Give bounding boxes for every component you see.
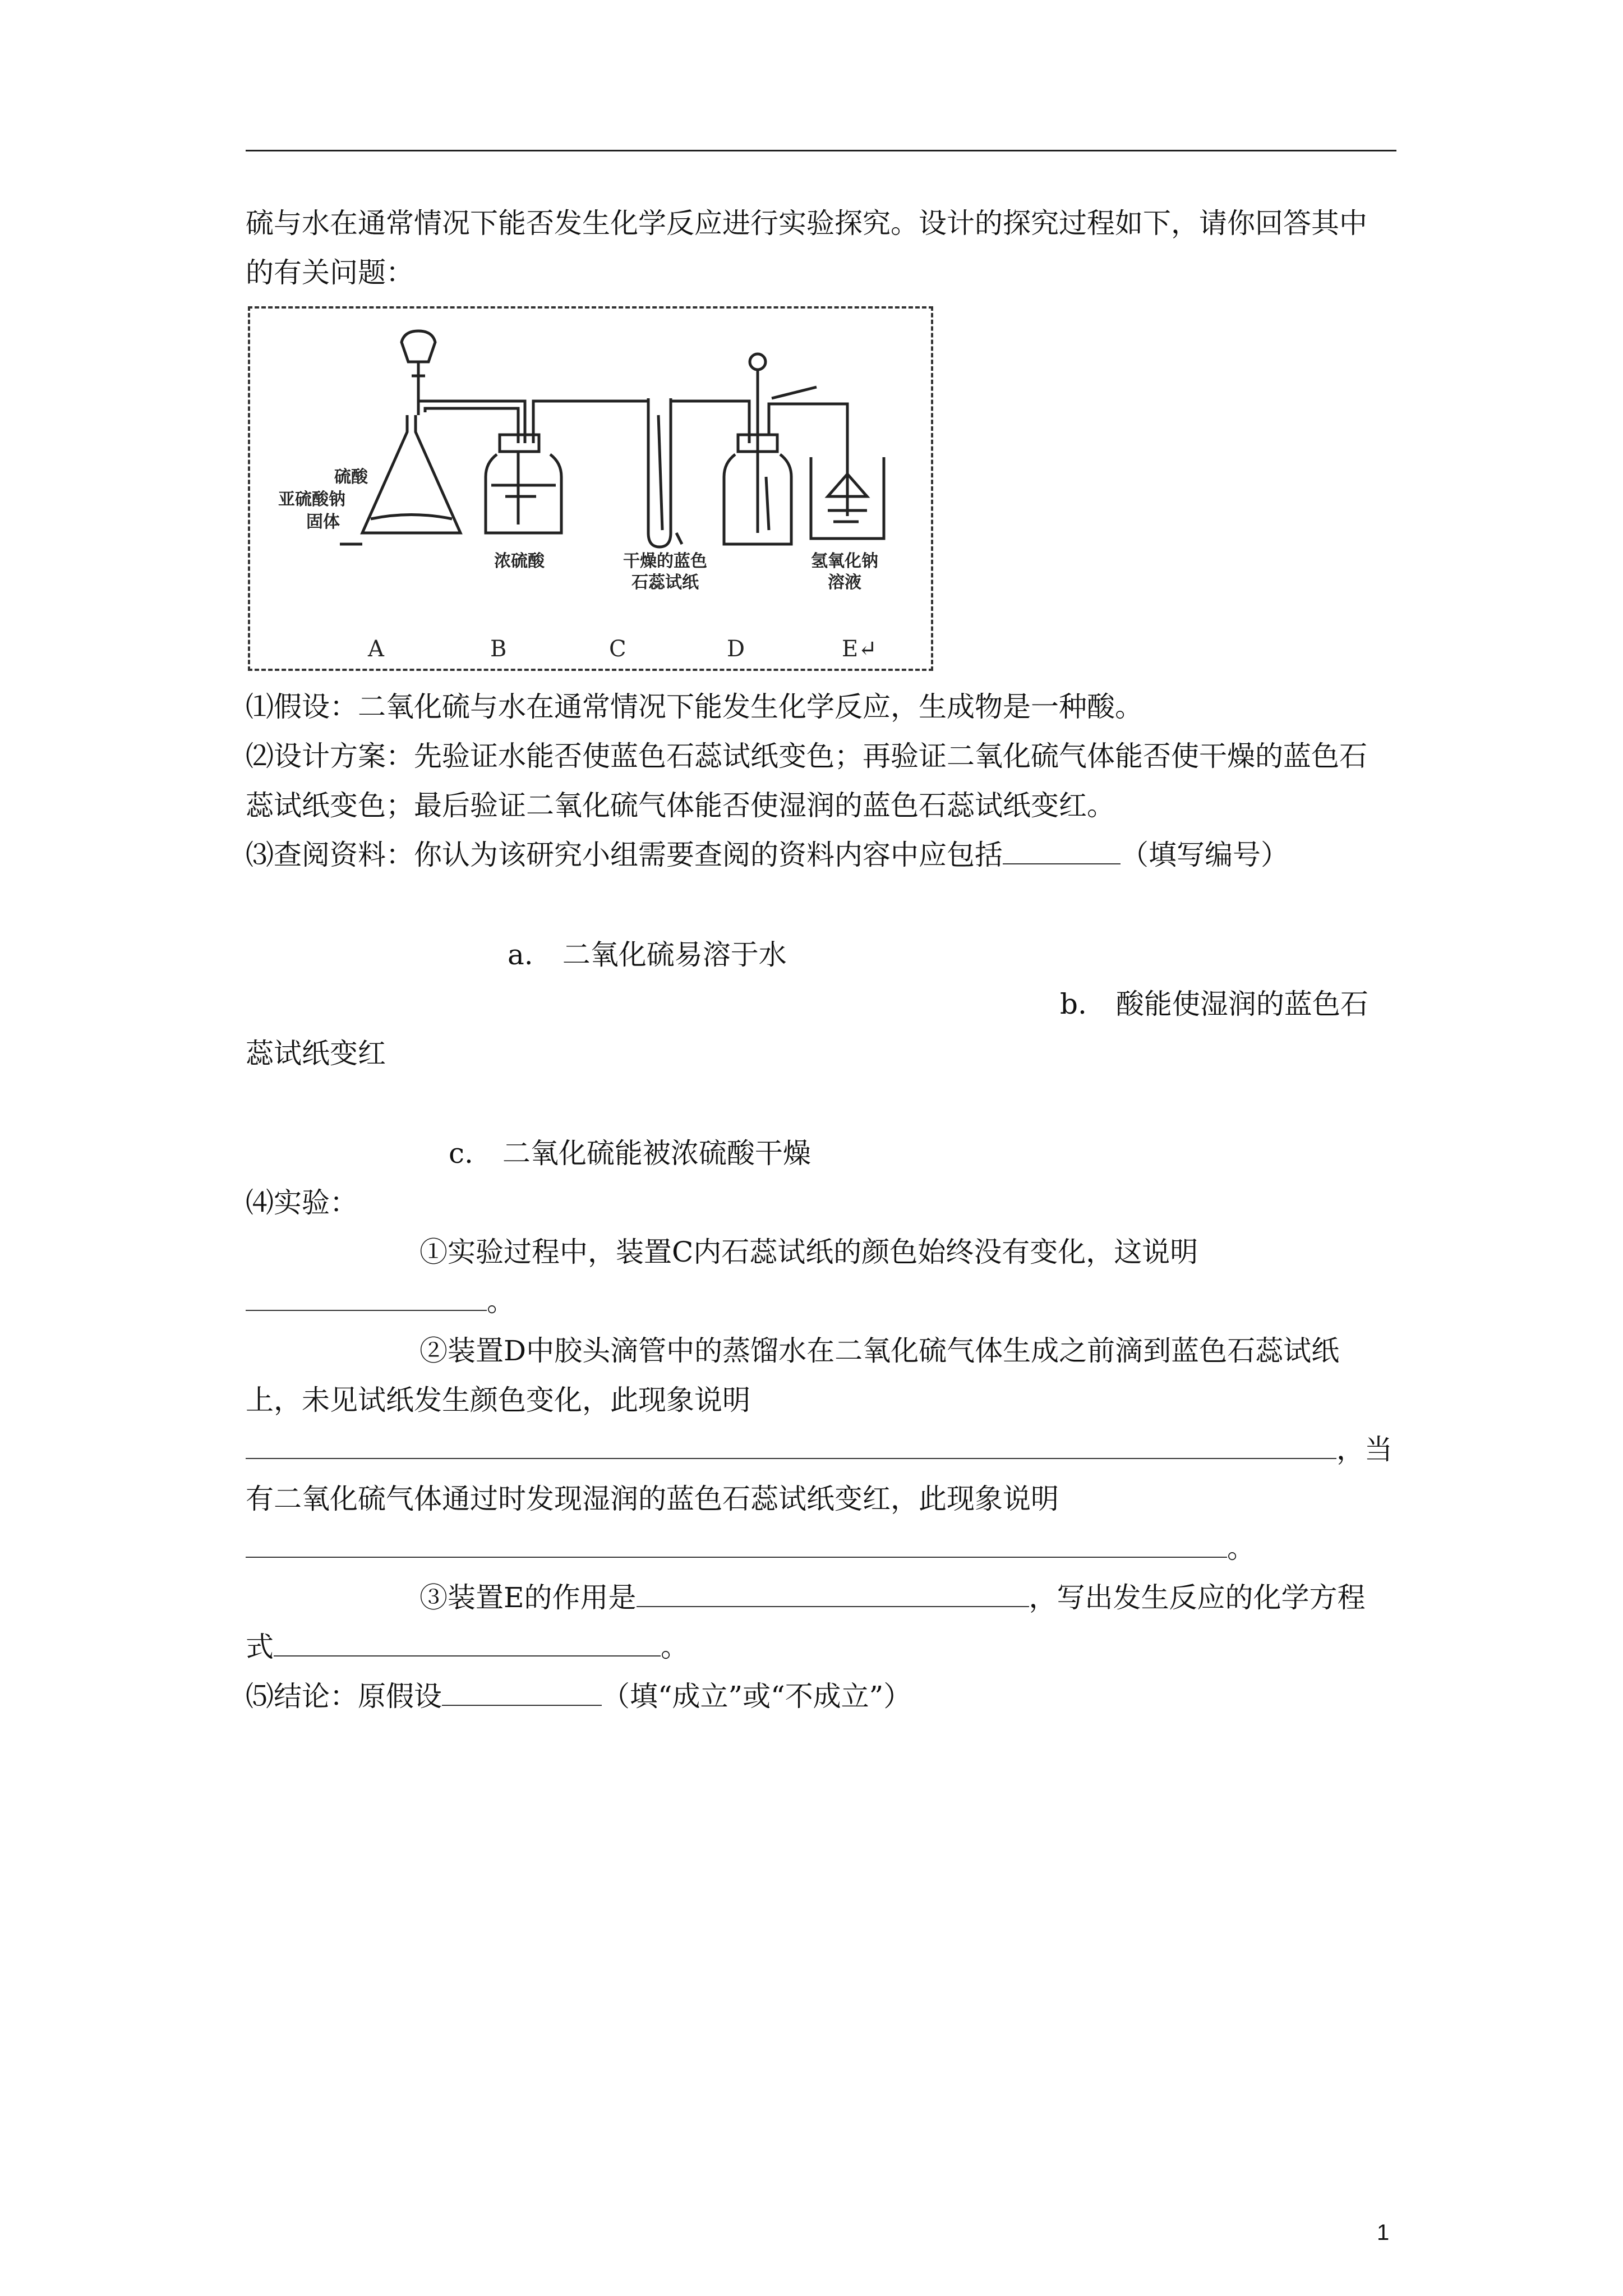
q4-item-3-mid: ，写出发生反应的化学方程 bbox=[1029, 1581, 1366, 1614]
intro-line-1: 硫与水在通常情况下能否发生化学反应进行实验探究。设计的探究过程如下，请你回答其中 bbox=[246, 207, 1367, 240]
q5-conclusion bbox=[246, 1680, 911, 1713]
wash-bottle-b bbox=[486, 454, 561, 533]
tube-a-b-inner bbox=[425, 408, 518, 443]
side-tube-d bbox=[772, 387, 817, 398]
q4-item-2-blank-2[interactable] bbox=[246, 1532, 1227, 1558]
letter-e: E↵ bbox=[842, 636, 877, 662]
q4-item-1-answer bbox=[246, 1285, 515, 1318]
litmus-paper-d bbox=[766, 477, 769, 530]
q3-text: ⑶查阅资料：你认为该研究小组需要查阅的资料内容中应包括 bbox=[246, 839, 1003, 871]
q3-option-b bbox=[1060, 987, 1368, 1021]
q4-item-3-line-2 bbox=[246, 1630, 689, 1664]
q3-option-b-cont: 蕊试纸变红 bbox=[246, 1037, 386, 1070]
litmus-paper-c bbox=[658, 415, 662, 530]
option-c-letter: c. bbox=[449, 1137, 473, 1170]
option-c-text: 二氧化硫能被浓硫酸干燥 bbox=[502, 1137, 811, 1170]
letter-a: A bbox=[368, 636, 384, 662]
label-sodium-sulfite: 亚硫酸钠 bbox=[278, 490, 345, 509]
q1-hypothesis: ⑴假设：二氧化硫与水在通常情况下能发生化学反应，生成物是一种酸。 bbox=[246, 691, 1143, 723]
q4-item-1-blank[interactable] bbox=[246, 1285, 487, 1311]
q4-item-3-start: ③装置E的作用是 bbox=[419, 1581, 637, 1614]
q2-line-2: 蕊试纸变色；最后验证二氧化硫气体能否使湿润的蓝色石蕊试纸变红。 bbox=[246, 789, 1115, 822]
label-naoh-2: 溶液 bbox=[828, 573, 861, 592]
q2-line-1: ⑵设计方案：先验证水能否使蓝色石蕊试纸变色；再验证二氧化硫气体能否使干燥的蓝色石 bbox=[246, 740, 1367, 772]
page-number: 1 bbox=[1377, 2220, 1390, 2245]
q4-item-2-line-1: ②装置D中胶头滴管中的蒸馏水在二氧化硫气体生成之前滴到蓝色石蕊试纸 bbox=[419, 1335, 1340, 1367]
q4-item-2-blank-1[interactable] bbox=[246, 1433, 1336, 1459]
tube-b-c bbox=[533, 401, 648, 443]
intro-line-2: 的有关问题： bbox=[246, 256, 414, 289]
q4-item-3-line-2-end: 。 bbox=[661, 1631, 689, 1663]
tube-d-e bbox=[769, 404, 847, 516]
label-dry-litmus-1: 干燥的蓝色 bbox=[623, 551, 707, 571]
label-naoh-1: 氢氧化钠 bbox=[811, 551, 878, 571]
label-conc-sulfuric-acid: 浓硫酸 bbox=[494, 551, 545, 571]
option-a-letter: a. bbox=[508, 938, 533, 971]
label-solid: 固体 bbox=[306, 512, 340, 532]
q4-item-1-end: 。 bbox=[487, 1285, 515, 1318]
q4-item-3-blank-2[interactable] bbox=[274, 1631, 661, 1657]
q3-option-c bbox=[449, 1137, 811, 1170]
leader-line-c bbox=[676, 533, 682, 544]
q4-item-3-line-2-start: 式 bbox=[246, 1631, 274, 1663]
separatory-funnel bbox=[402, 331, 435, 362]
q3-answer-blank[interactable] bbox=[1003, 839, 1121, 864]
q5-tail: （填“成立”或“不成立”） bbox=[602, 1680, 912, 1713]
q4-item-2-line-2: 上，未见试纸发生颜色变化，此现象说明 bbox=[246, 1384, 750, 1416]
q4-item-1: ①实验过程中，装置C内石蕊试纸的颜色始终没有变化，这说明 bbox=[419, 1236, 1198, 1268]
q3-option-a bbox=[508, 938, 787, 972]
q3-tail: （填写编号） bbox=[1121, 839, 1289, 871]
apparatus-diagram bbox=[250, 309, 931, 669]
q3-question bbox=[246, 838, 1289, 872]
dropper-bulb bbox=[750, 354, 766, 370]
q4-item-2-line-5-end: 。 bbox=[1227, 1532, 1255, 1565]
q4-item-2-line-3-end: ，当 bbox=[1336, 1433, 1393, 1466]
header-rule bbox=[246, 150, 1396, 151]
apparatus-figure bbox=[248, 306, 933, 671]
label-dry-litmus-2: 石蕊试纸 bbox=[631, 573, 699, 592]
option-b-text: 酸能使湿润的蓝色石 bbox=[1115, 988, 1368, 1020]
q5-text: ⑸结论：原假设 bbox=[246, 1680, 442, 1713]
option-b-letter: b. bbox=[1060, 988, 1087, 1020]
q4-item-2-line-5 bbox=[246, 1531, 1255, 1565]
label-sulfuric-acid: 硫酸 bbox=[334, 467, 368, 487]
letter-b: B bbox=[490, 636, 507, 662]
q4-item-2-line-4: 有二氧化硫气体通过时发现湿润的蓝色石蕊试纸变红，此现象说明 bbox=[246, 1483, 1059, 1515]
q4-item-3-line-1 bbox=[419, 1581, 1366, 1614]
q4-title: ⑷实验： bbox=[246, 1186, 358, 1219]
option-a-text: 二氧化硫易溶于水 bbox=[562, 938, 787, 971]
letter-c: C bbox=[609, 636, 626, 662]
q4-item-3-blank-1[interactable] bbox=[637, 1581, 1029, 1607]
flask-a-liquid bbox=[371, 515, 452, 519]
q5-answer-blank[interactable] bbox=[442, 1680, 602, 1706]
letter-d: D bbox=[727, 636, 745, 662]
q4-item-2-line-3 bbox=[246, 1433, 1393, 1466]
